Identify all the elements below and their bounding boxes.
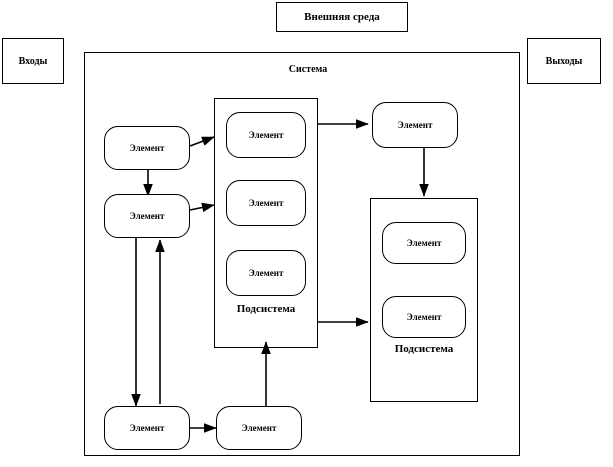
external-environment-label: Внешняя среда: [276, 2, 408, 32]
element-node: Элемент: [104, 406, 190, 450]
system-label: Система: [288, 64, 328, 75]
subsystem-2-label: Подсистема: [394, 343, 454, 355]
inputs-label: Входы: [2, 38, 64, 84]
element-node: Элемент: [104, 126, 190, 170]
element-node: Элемент: [382, 222, 466, 264]
element-node: Элемент: [104, 194, 190, 238]
element-node: Элемент: [372, 102, 458, 148]
subsystem-1-label: Подсистема: [236, 303, 296, 315]
element-node: Элемент: [226, 180, 306, 226]
element-node: Элемент: [216, 406, 302, 450]
element-node: Элемент: [382, 296, 466, 338]
element-node: Элемент: [226, 112, 306, 158]
element-node: Элемент: [226, 250, 306, 296]
outputs-label: Выходы: [527, 38, 601, 84]
